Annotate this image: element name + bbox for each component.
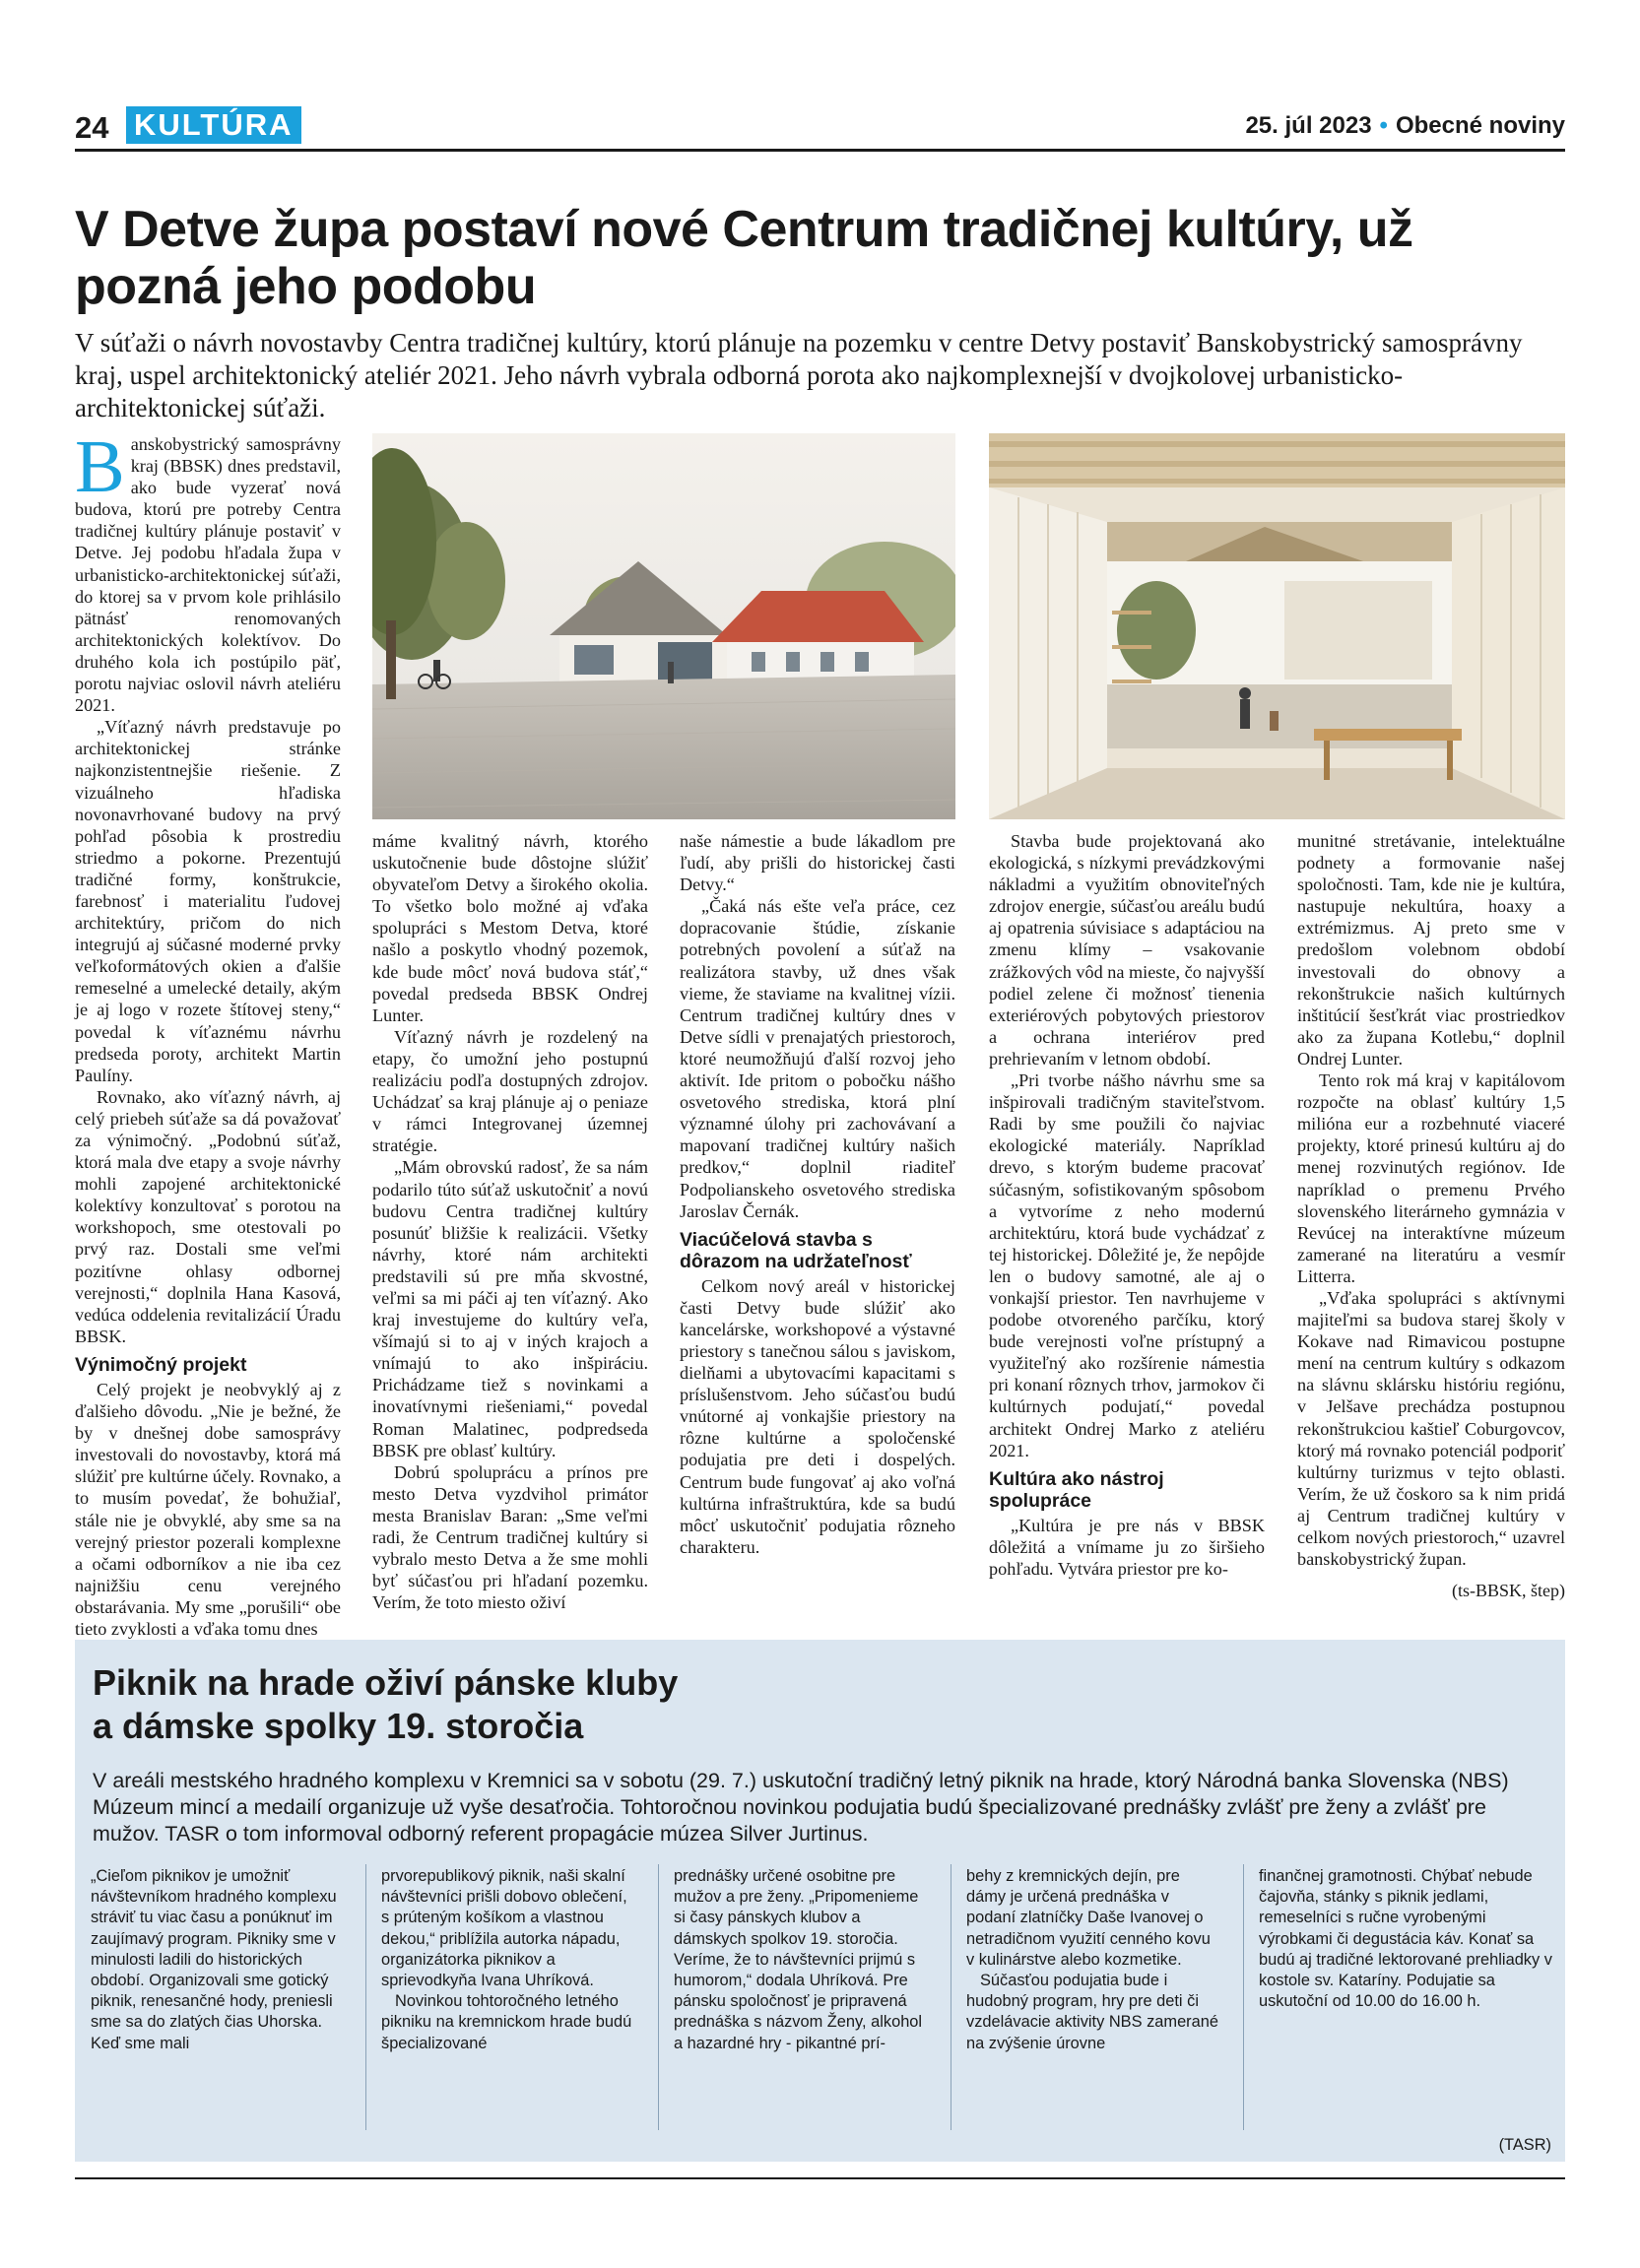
subheading: Viacúčelová stavba s dôrazom na udržateľnosť (680, 1228, 912, 1272)
paragraph: prednášky určené osobitne pre mužov a pre ženy. „Pripomenieme si časy pánskych klubov a dámskych spolkov 19. storočia. Veríme, že to návštevníci prijmú s humorom,“ dodala Uhríková. Pre pánsku spoločnosť je pripravená prednáška s názvom Ženy, alkohol a hazardné hry - pikantné prí- (674, 1867, 923, 2052)
paragraph: Súčasťou podujatia bude i hudobný program, hry pre deti či vzdelávacie aktivity NBS zamerané na zvýšenie úrovne (966, 1972, 1218, 2052)
paragraph: „Kultúra je pre nás v BBSK dôležitá a vnímame ju zo širšieho pohľadu. Vytvára priestor pre ko- (989, 1515, 1265, 1579)
piknik-column-1 (91, 1866, 345, 2054)
header-rule (75, 149, 1565, 152)
section-tag: KULTÚRA (126, 106, 301, 144)
paragraph: Víťazný návrh je rozdelený na etapy, čo umožní jeho postupnú realizáciu podľa dostupných zdrojov. Uchádzať sa kraj plánuje aj o peniaze v rámci Integrovanej územnej stratégie. (372, 1026, 648, 1156)
piknik-article-box (75, 1640, 1565, 2162)
paragraph: behy z kremnických dejín, pre dámy je určená prednáška v podaní zlatníčky Daše Ivanovej o netradičnom využití cenného kovu v kulinárstve alebo kozmetike. (966, 1867, 1211, 1969)
paragraph: „Mám obrovskú radosť, že sa nám podarilo túto súťaž uskutočniť a novú budovu Centra tradičnej kultúry posunúť bližšie k realizácii. Všetky návrhy, ktoré nám architekti predstavili sú pre mňa skvostné, veľmi sa mi páči aj ten víťazný. Ako kraj investujeme do kultúry veľa, všímajú si to aj v iných krajoch a vnímajú to ako inšpiráciu. Prichádzame tiež s novinkami a inovatívnymi riešeniami,“ povedal Roman Malatinec, podpredseda BBSK pre oblasť kultúry. (372, 1157, 648, 1460)
column-divider (365, 1864, 366, 2130)
paragraph: finančnej gramotnosti. Chýbať nebude čajovňa, stánky s piknik jedlami, remeselníci s ručne vyrobenými výrobkami či degustácia káv. Konať sa budú aj tradičné lektorované prehliadky v kostole sv. Kataríny. Podujatie sa uskutoční od 10.00 do 16.00 h. (1259, 1867, 1552, 2011)
separator-dot: • (1379, 112, 1388, 139)
article-column-5 (1297, 830, 1565, 1570)
issue-date: 25. júl 2023 (1245, 112, 1372, 139)
paragraph: „Víťazný návrh predstavuje po architektonickej stránke najkonzistentnejšie riešenie. Z vizuálneho hľadiska novonavrhované budovy na prvý pohľad pôsobia k prostrediu striedmo a pokorne. Prezentujú tradičné formy, konštrukcie, farebnosť i materialitu ľudovej architektúry, pričom do nich integrujú aj súčasné moderné prvky veľkoformátových okien a ďalšie remeselné a umelecké detaily, akým je aj logo v rozete štítovej steny,“ povedal k víťaznému návrhu predseda poroty, architekt Martin Paulíny. (75, 717, 341, 1085)
publication-name: Obecné noviny (1395, 112, 1565, 139)
page-number: 24 (75, 110, 109, 145)
article-column-3 (680, 830, 955, 1558)
paragraph: „Pri tvorbe nášho návrhu sme sa inšpirovali tradičným staviteľstvom. Radi by sme použili čo najviac ekologické materiály. Napríklad drevo, s ktorým budeme pracovať súčasným, sofistikovaným spôsobom a vytvoríme z neho modernú architektúru, ktorá bude vychádzať z tej historickej. Dôležité je, že nepôjde len o budovy samotné, ale aj o vonkajší priestor. Ten navrhujeme v podobe otvoreného parčíku, ktorý bude verejnosti voľne prístupný a využiteľný ako rozšírenie námestia pri konaní rôznych trhov, jarmokov či kultúrnych podujatí,“ povedal architekt Ondrej Marko z ateliéru 2021. (989, 1070, 1265, 1460)
paragraph: Banskobystrický samosprávny kraj (BBSK) dnes predstavil, ako bude vyzerať nová budova, ktorú pre potreby Centra tradičnej kultúry plánuje postaviť v Detve. Jej podobu hľadala župa v urbanisticko-architektonickej súťaži, do ktorej sa v prvom kole prihlásilo pätnásť renomovaných architektonických kolektívov. Do druhého kola ich postúpilo päť, porotu najviac oslovil návrh ateliéru 2021. (75, 425, 341, 716)
paragraph: máme kvalitný návrh, ktorého uskutočnenie bude dôstojne slúžiť obyvateľom Detvy a širokého okolia. To všetko bolo možné aj vďaka spolupráci s Mestom Detva, ktoré našlo a poskytlo vhodný pozemok, kde bude môcť nová budova stáť,“ povedal predseda BBSK Ondrej Lunter. (372, 831, 648, 1025)
paragraph: Novinkou tohtoročného letného pikniku na kremnickom hrade budú špecializované (381, 1992, 632, 2052)
article-credit: (ts-BBSK, štep) (1451, 1581, 1565, 1600)
paragraph: „Vďaka spolupráci s aktívnymi majiteľmi sa budova starej školy v Kokave nad Rimavicou postupne mení na centrum kultúry s odkazom na slávnu sklársku históriu regiónu, v Jelšave prechádza postupnou rekonštrukciou kaštieľ Coburgovcov, ktorý má rovnako potenciál podporiť kultúrny turizmus v tejto oblasti. Verím, že už čoskoro sa k nim pridá aj Centrum tradičnej kultúry v celkom nových priestoroch,“ uzavrel banskobystrický župan. (1297, 1287, 1565, 1570)
column-divider (1243, 1864, 1244, 2130)
article-lead: V súťaži o návrh novostavby Centra tradičnej kultúry, ktorú plánuje na pozemku v centre Detvy postaviť Banskobystrický samosprávny kraj, uspel architektonický ateliér 2021. Jeho návrh vybrala odborná porota ako najkomplexnejší v dvojkolovej urbanisticko-architektonickej súťaži. (75, 328, 1523, 422)
subheading: Výnimočný projekt (75, 1353, 247, 1376)
issue-info (1245, 112, 1565, 140)
interior-rendering-photo (989, 433, 1565, 819)
paragraph: prvorepublikový piknik, naši skalní návštevníci prišli dobovo oblečení, s prúteným košíkom a vlastnou dekou,“ priblížila autorka nápadu, organizátorka piknikov a sprievodkyňa Ivana Uhríková. (381, 1867, 627, 1990)
paragraph: „Cieľom piknikov je umožniť návštevníkom hradného komplexu stráviť tu viac času a ponúknuť im zaujímavý program. Pikniky sme v minulosti ladili do historických období. Organizovali sme gotický piknik, renesančné hody, preniesli sme sa do zlatých čias Uhorska. Keď sme mali (91, 1867, 337, 2052)
piknik-column-3 (674, 1866, 928, 2054)
article-column-4 (989, 830, 1265, 1580)
paragraph: Celý projekt je neobvyklý aj z ďalšieho dôvodu. „Nie je bežné, že by v dnešnej dobe samosprávy investovali do novostavby, ktorá má slúžiť pre kultúrne účely. Rovnako, a to musím povedať, že bohužiaľ, stále nie je obvyklé, aby sme sa na verejný priestor pozerali komplexne a očami odborníkov a nie iba cez najnižšiu cenu verejného obstarávania. My sme „porušili“ obe tieto zvyklosti a vďaka tomu dnes (75, 1379, 341, 1639)
exterior-rendering-photo (372, 433, 955, 819)
paragraph: Tento rok má kraj v kapitálovom rozpočte na oblasť kultúry 1,5 milióna eur a rozbehnuté viaceré projekty, ktoré prinesú kultúru aj do menej rozvinutých regiónov. Ide napríklad o premenu Prvého slovenského literárneho gymnázia v Revúcej na interaktívne múzeum zamerané na literatúru a vesmír Litterra. (1297, 1070, 1565, 1286)
piknik-column-2 (381, 1866, 635, 2054)
paragraph: Celkom nový areál v historickej časti Detvy bude slúžiť ako kancelárske, workshopové a výstavné priestory s tanečnou sálou s javiskom, dielňami a ubytovacími kapacitami s príslušenstvom. Jeho súčasťou budú vnútorné aj vonkajšie priestory na rôzne kultúrne a spoločenské podujatia pre deti i dospelých. Centrum bude fungovať aj ako voľná kultúrna infraštruktúra, kde sa budú môcť uskutočniť podujatia rôzneho charakteru. (680, 1275, 955, 1557)
piknik-column-5 (1259, 1866, 1554, 2012)
article-column-2 (372, 830, 648, 1613)
column-divider (658, 1864, 659, 2130)
subheading: Kultúra ako nástroj spolupráce (989, 1467, 1164, 1512)
article-headline: V Detve župa postaví nové Centrum tradičnej kultúry, už pozná jeho podobu (75, 201, 1413, 315)
drop-cap: B (75, 425, 125, 508)
footer-rule (75, 2177, 1565, 2179)
piknik-column-4 (966, 1866, 1220, 2054)
paragraph: „Čaká nás ešte veľa práce, cez dopracovanie štúdie, získanie potrebných povolení a súťaž na realizátora stavby, už dnes však vieme, že staviame na kvalitnej vízii. Centrum tradičnej kultúry dnes v Detve sídli v prenajatých priestoroch, ktoré neumožňujú ďalší rozvoj jeho aktivít. Ide pritom o pobočku nášho osvetového strediska, ktorá plní významné úlohy pri zachovávaní a mapovaní tradičnej kultúry našich predkov,“ doplnil riaditeľ Podpolianskeho osvetového strediska Jaroslav Černák. (680, 896, 955, 1221)
page-header (75, 106, 1565, 150)
article-column-1 (75, 425, 341, 1640)
paragraph: Rovnako, ako víťazný návrh, aj celý priebeh súťaže sa dá považovať za výnimočný. „Podobnú súťaž, ktorá mala dve etapy a svoje návrhy mohli zapojené architektonické kolektívy konzultovať s porotou na workshopoch, sme otestovali po prvý raz. Dostali sme veľmi pozitívne ohlasy odbornej verejnosti,“ doplnila Hana Kasová, vedúca oddelenia revitalizácií Úradu BBSK. (75, 1086, 341, 1346)
piknik-lead: V areáli mestského hradného komplexu v Kremnici sa v sobotu (29. 7.) uskutoční tradičný letný piknik na hrade, ktorý Národná banka Slovenska (NBS) Múzeum mincí a medailí organizuje už vyše desaťročia. Tohtoročnou novinkou podujatia budú špecializované prednášky zvlášť pre ženy a zvlášť pre mužov. TASR o tom informoval odborný referent propagácie múzea Silver Jurtinus. (93, 1769, 1509, 1846)
paragraph: naše námestie a bude lákadlom pre ľudí, aby prišli do historickej časti Detvy.“ (680, 831, 955, 895)
piknik-credit: (TASR) (1498, 2136, 1551, 2154)
paragraph: Stavba bude projektovaná ako ekologická, s nízkymi prevádzkovými nákladmi a využitím obnoviteľných zdrojov energie, súčasťou areálu budú aj opatrenia súvisiace s adaptáciou na zmenu klímy – vsakovanie zrážkových vôd na mieste, čo najvyšší podiel zelene či možnosť tienenia exteriérových pobytových priestorov a ochrana interiérov pred prehrievaním v letnom období. (989, 831, 1265, 1069)
paragraph: munitné stretávanie, intelektuálne podnety a formovanie našej spoločnosti. Tam, kde nie je kultúra, nastupuje nekultúra, hoaxy a extrémizmus. Aj preto sme v predošlom volebnom období investovali do obnovy a rekonštrukcie našich kultúrnych inštitúcií šesťkrát viac prostriedkov ako za župana Kotlebu,“ doplnil Ondrej Lunter. (1297, 831, 1565, 1069)
paragraph: Dobrú spoluprácu a prínos pre mesto Detva vyzdvihol primátor mesta Branislav Baran: „Sme veľmi radi, že Centrum tradičnej kultúry si vybralo mesto Detva a že sme mohli byť súčasťou pri hľadaní pozemku. Verím, že toto miesto oživí (372, 1461, 648, 1613)
piknik-headline: Piknik na hrade oživí pánske kluby a dámske spolky 19. storočia (93, 1662, 679, 1746)
